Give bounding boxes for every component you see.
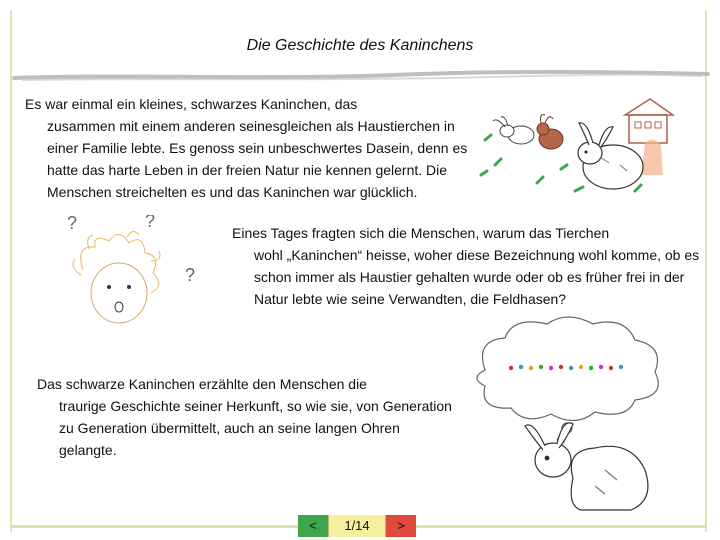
slide-title: Die Geschichte des Kaninchens [246, 37, 474, 54]
paragraph-1-first-line: Es war einmal ein kleines, schwarzes Kaninchen, das [25, 96, 358, 112]
sitting-rabbit-icon [525, 423, 648, 510]
paragraph-3-continuation: traurige Geschichte seiner Herkunft, so wie sie, von Generation zu Generation übermittelt, auch an seine langen Ohren gelangte. [59, 398, 452, 458]
paragraph-2-first-line: Eines Tages fragten sich die Menschen, warum das Tierchen [232, 225, 610, 241]
previous-slide-button[interactable]: < [298, 515, 328, 537]
black-rabbit-icon [578, 123, 643, 189]
question-mark-1: ? [67, 215, 78, 233]
brown-rabbit-icon [537, 115, 563, 149]
frame-right-border [705, 10, 707, 532]
paragraph-1-continuation: zusammen mit einem anderen seinesgleichen als Haustierchen in einer Familie lebte. Es genoss sein unbeschwertes Dasein, denn es hatte das harte Leben in der freien Natur nie kennen gelernt. Die Menschen streichelten es und das Kaninchen war glücklich. [47, 118, 468, 200]
story-paragraph-1 [25, 93, 475, 203]
question-mark-2: ? [145, 215, 156, 231]
question-mark-3: ? [185, 265, 196, 285]
page-indicator: 1/14 [328, 515, 386, 537]
story-paragraph-3 [37, 373, 457, 461]
story-paragraph-2 [232, 222, 702, 310]
paragraph-2-continuation: wohl „Kaninchen“ heisse, woher diese Bezeichnung wohl komme, ob es schon immer als Haustier gehalten wurde oder ob es früher frei in der Natur lebte wie seine Verwandten, die Feldhasen? [254, 247, 700, 307]
next-slide-button[interactable]: > [386, 515, 416, 537]
face-icon [91, 263, 147, 323]
rabbits-with-hutch-illustration [475, 95, 675, 205]
slide-navigation [298, 515, 416, 537]
title-underline-brushstroke [12, 66, 712, 86]
dreaming-rabbit-illustration [455, 310, 685, 520]
frame-left-border [10, 10, 12, 532]
white-rabbit-icon [493, 117, 534, 144]
confused-face-illustration [35, 215, 215, 330]
paragraph-3-first-line: Das schwarze Kaninchen erzählte den Menschen die [37, 376, 367, 392]
